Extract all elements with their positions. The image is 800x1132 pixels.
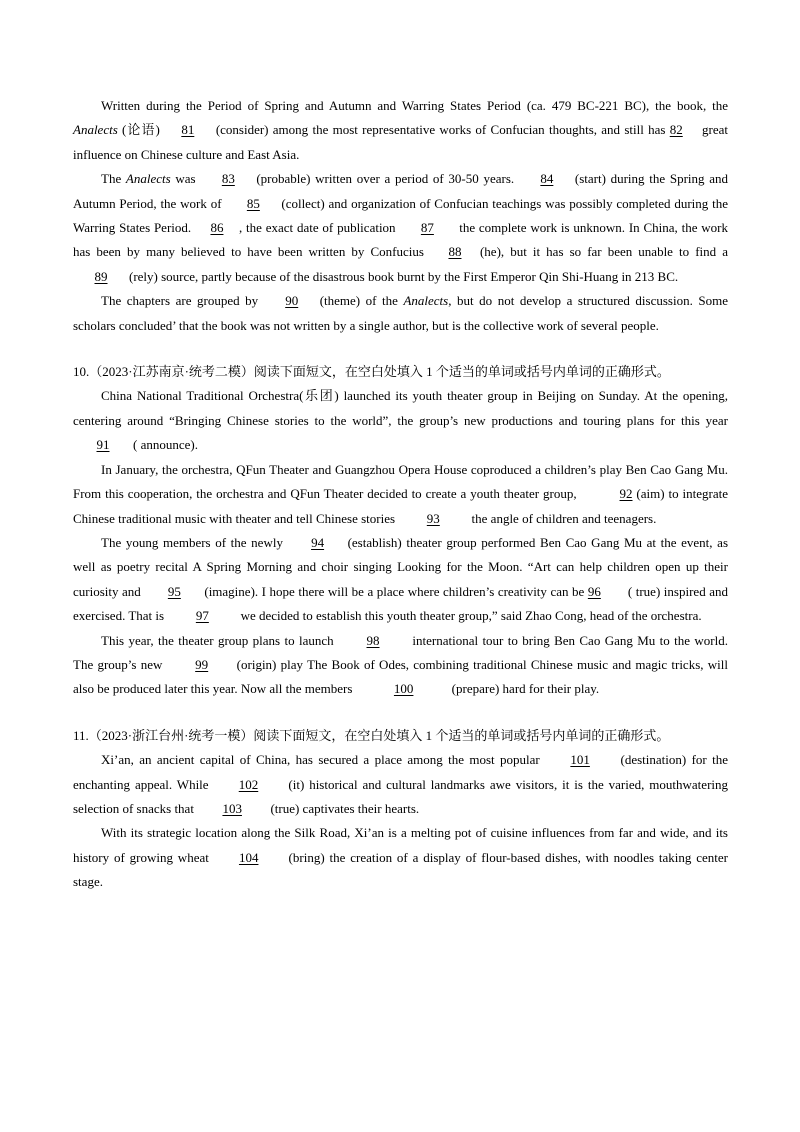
analects-title: Analects — [403, 293, 449, 309]
text-run: (bring) the creation of a display of flour-based dishes, with noodles taking center stage. — [73, 849, 729, 890]
blank-91[interactable]: 91 — [96, 437, 110, 453]
blank-85[interactable]: 85 — [246, 195, 260, 211]
question-10-heading: 10.（2023·江苏南京·统考二模）阅读下面短文，在空白处填入 1 个适当的单词或括号内单词的正确形式。 — [73, 364, 670, 380]
q10-paragraph-4 — [73, 629, 728, 702]
blank-87[interactable]: 87 — [420, 220, 434, 236]
text-run: (aim) to integrate Chinese traditional music with theater and tell Chinese stories — [73, 486, 728, 526]
q10-paragraph-3 — [73, 531, 728, 629]
blank-101[interactable]: 101 — [570, 752, 590, 768]
text-run: (collect) and organization of Confucian teachings was possibly completed during the Warring States Period. — [73, 195, 729, 236]
question-11-heading: 11.（2023·浙江台州·统考一模）阅读下面短文，在空白处填入 1 个适当的单词或括号内单词的正确形式。 — [73, 727, 670, 743]
text-run: was — [170, 171, 201, 187]
blank-100[interactable]: 100 — [393, 681, 414, 697]
text-run: (true) captivates their hearts. — [267, 800, 420, 816]
passage1-paragraph-3 — [73, 289, 728, 338]
text-run: (prepare) hard for their play. — [451, 681, 600, 697]
text-run: (rely) source, partly because of the disastrous book burnt by the First Emperor Qin Shi-Huang in 213 BC. — [129, 268, 679, 284]
text-run: great influence on Chinese culture and East Asia. — [73, 122, 728, 162]
text-run: we decided to establish this youth theater group,” said Zhao Cong, head of the orchestra. — [237, 608, 702, 624]
text-run: the angle of children and teenagers. — [468, 510, 657, 526]
text-run: (probable) written over a period of 30-50 years. — [256, 171, 519, 187]
text-run: the complete work is unknown. In China, the work has been by many believed to have been written by Confucius — [73, 220, 729, 260]
text-run: ( true) inspired and exercised. That is — [73, 583, 729, 624]
text-run: (论语) — [117, 122, 160, 138]
blank-97[interactable]: 97 — [195, 608, 209, 624]
blank-82[interactable]: 82 — [669, 122, 683, 138]
text-run: With its strategic location along the Silk Road, Xi’an is a melting pot of cuisine influences from far and wide, and its history of growing wheat — [73, 825, 728, 865]
text-run: , the exact date of publication — [238, 220, 400, 236]
blank-102[interactable]: 102 — [238, 776, 259, 792]
text-run: China National Traditional Orchestra(乐团) launched its youth theater group in Beijing on Sunday. At the opening, centering around “Bringing Chinese stories to the world”, the group’s new productions and touring plans for this year — [73, 388, 728, 428]
text-run: Xi’an, an ancient capital of China, has secured a place among the most popular — [101, 752, 546, 768]
q11-paragraph-1 — [73, 748, 728, 821]
blank-99[interactable]: 99 — [195, 656, 209, 672]
text-run: The — [101, 171, 126, 187]
text-run: (origin) play The Book of Odes, combining traditional Chinese music and magic tricks, will also be produced later this year. Now all the members — [73, 656, 728, 697]
text-run: (establish) theater group performed Ben Cao Gang Mu at the event, as well as poetry recital A Spring Morning and choir singing Looking for the Moon. “Art can help children open up their curiosity and — [73, 534, 728, 599]
blank-84[interactable]: 84 — [540, 171, 554, 187]
blank-95[interactable]: 95 — [167, 583, 181, 599]
passage1-paragraph-2 — [73, 167, 728, 289]
text-run: , but do not develop a structured discussion. Some scholars concluded’ that the book was not written by a single author, but is the collective work of several people. — [73, 293, 728, 333]
text-run: This year, the theater group plans to launch — [101, 632, 338, 648]
q10-paragraph-1 — [73, 384, 728, 457]
blank-86[interactable]: 86 — [210, 220, 224, 236]
blank-88[interactable]: 88 — [448, 244, 462, 260]
q11-paragraph-2 — [73, 821, 728, 894]
text-run: The chapters are grouped by — [101, 293, 264, 309]
text-run: (theme) of the — [319, 293, 404, 309]
text-run: (consider) among the most representative works of Confucian thoughts, and still has — [215, 122, 670, 138]
blank-104[interactable]: 104 — [238, 849, 259, 865]
blank-83[interactable]: 83 — [221, 171, 235, 187]
text-run: international tour to bring Ben Cao Gang Mu to the world. The group’s new — [73, 632, 728, 672]
blank-81[interactable]: 81 — [181, 122, 195, 138]
passage1-paragraph-1 — [73, 94, 728, 167]
text-run: Written during the Period of Spring and Autumn and Warring States Period (ca. 479 BC-221 BC), the book, the — [101, 98, 728, 113]
text-run: (he), but it has so far been unable to find a — [479, 244, 728, 260]
blank-103[interactable]: 103 — [222, 800, 242, 816]
analects-title: Analects — [73, 122, 118, 138]
text-run: The young members of the newly — [101, 534, 288, 550]
blank-98[interactable]: 98 — [366, 632, 380, 648]
text-run: (start) during the Spring and Autumn Period, the work of — [73, 171, 728, 211]
text-run: (it) historical and cultural landmarks awe visitors, it is the varied, mouthwatering selection of snacks that — [73, 776, 729, 816]
blank-96[interactable]: 96 — [587, 583, 601, 599]
text-run: In January, the orchestra, QFun Theater and Guangzhou Opera House coproduced a children’s play Ben Cao Gang Mu. From this cooperation, the orchestra and QFun Theater decided to create a youth theater group, — [73, 461, 728, 502]
q10-paragraph-2 — [73, 458, 728, 531]
analects-title: Analects — [125, 171, 171, 187]
text-run: (destination) for the enchanting appeal. While — [73, 752, 728, 792]
blank-90[interactable]: 90 — [285, 293, 299, 309]
text-run: (imagine). I hope there will be a place where children’s creativity can be — [204, 583, 588, 599]
text-run: ( announce). — [133, 437, 198, 453]
blank-89[interactable]: 89 — [94, 268, 108, 284]
blank-94[interactable]: 94 — [311, 534, 325, 550]
blank-93[interactable]: 93 — [426, 510, 440, 526]
blank-92[interactable]: 92 — [619, 486, 633, 502]
